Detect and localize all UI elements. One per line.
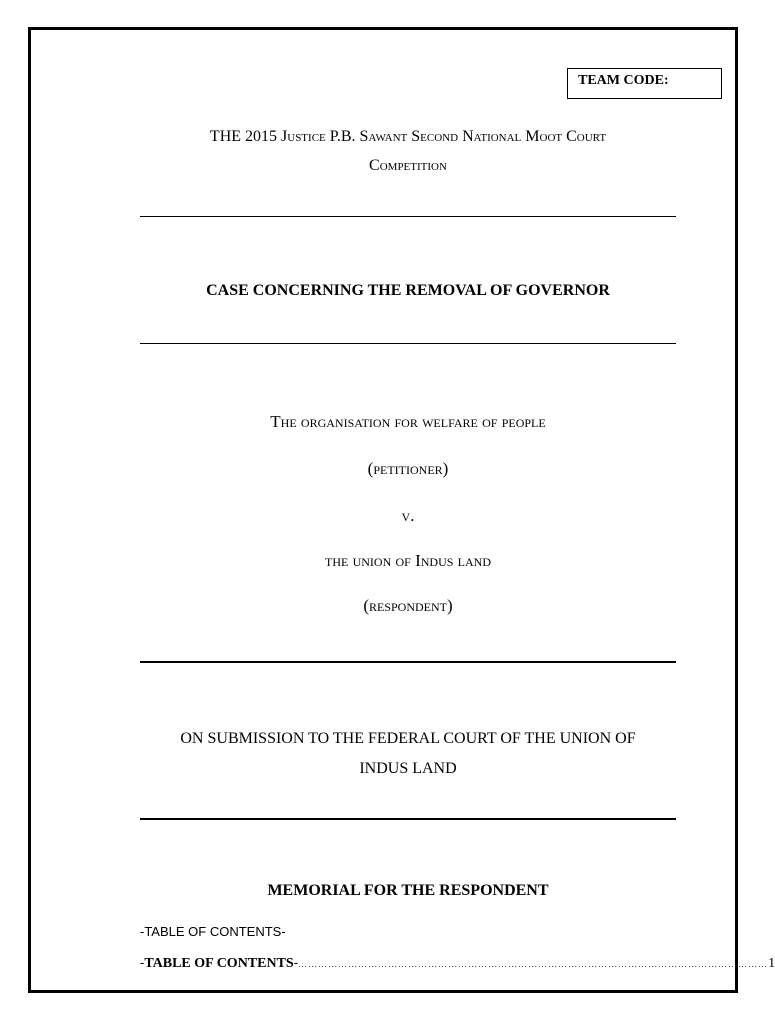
competition-title	[140, 122, 676, 180]
toc-entry-dash-left: -	[140, 955, 145, 970]
court-submission-line2: INDUS LAND	[359, 760, 457, 777]
toc-entry-page: 1	[768, 956, 775, 971]
divider-1	[140, 216, 676, 217]
petitioner-name: The organisation for welfare of people	[270, 412, 546, 431]
team-code-label: TEAM CODE:	[578, 73, 669, 88]
memorial-title: MEMORIAL FOR THE RESPONDENT	[267, 882, 549, 899]
petitioner-role: (petitioner)	[367, 459, 449, 478]
competition-title-line2: Competition	[369, 157, 447, 174]
toc-entry[interactable]	[140, 955, 775, 972]
toc-heading: -TABLE OF CONTENTS-	[140, 924, 286, 939]
respondent-role: (respondent)	[363, 596, 453, 615]
divider-2	[140, 343, 676, 344]
toc-entry-leader: ……………………………………………………………………………………………………………………………	[298, 959, 769, 969]
court-submission	[140, 724, 676, 784]
case-title: CASE CONCERNING THE REMOVAL OF GOVERNOR	[206, 282, 610, 299]
court-submission-line1: ON SUBMISSION TO THE FEDERAL COURT OF THE UNION OF	[180, 730, 636, 747]
divider-4	[140, 818, 676, 820]
team-code-box	[567, 68, 722, 99]
versus-text: v.	[401, 506, 415, 525]
toc-entry-label: TABLE OF CONTENTS	[144, 956, 294, 971]
competition-title-line1: THE 2015 Justice P.B. Sawant Second National Moot Court	[209, 128, 607, 145]
divider-3	[140, 661, 676, 663]
respondent-name: the union of Indus land	[325, 551, 491, 570]
toc-entry-dash-right: -	[293, 955, 299, 970]
